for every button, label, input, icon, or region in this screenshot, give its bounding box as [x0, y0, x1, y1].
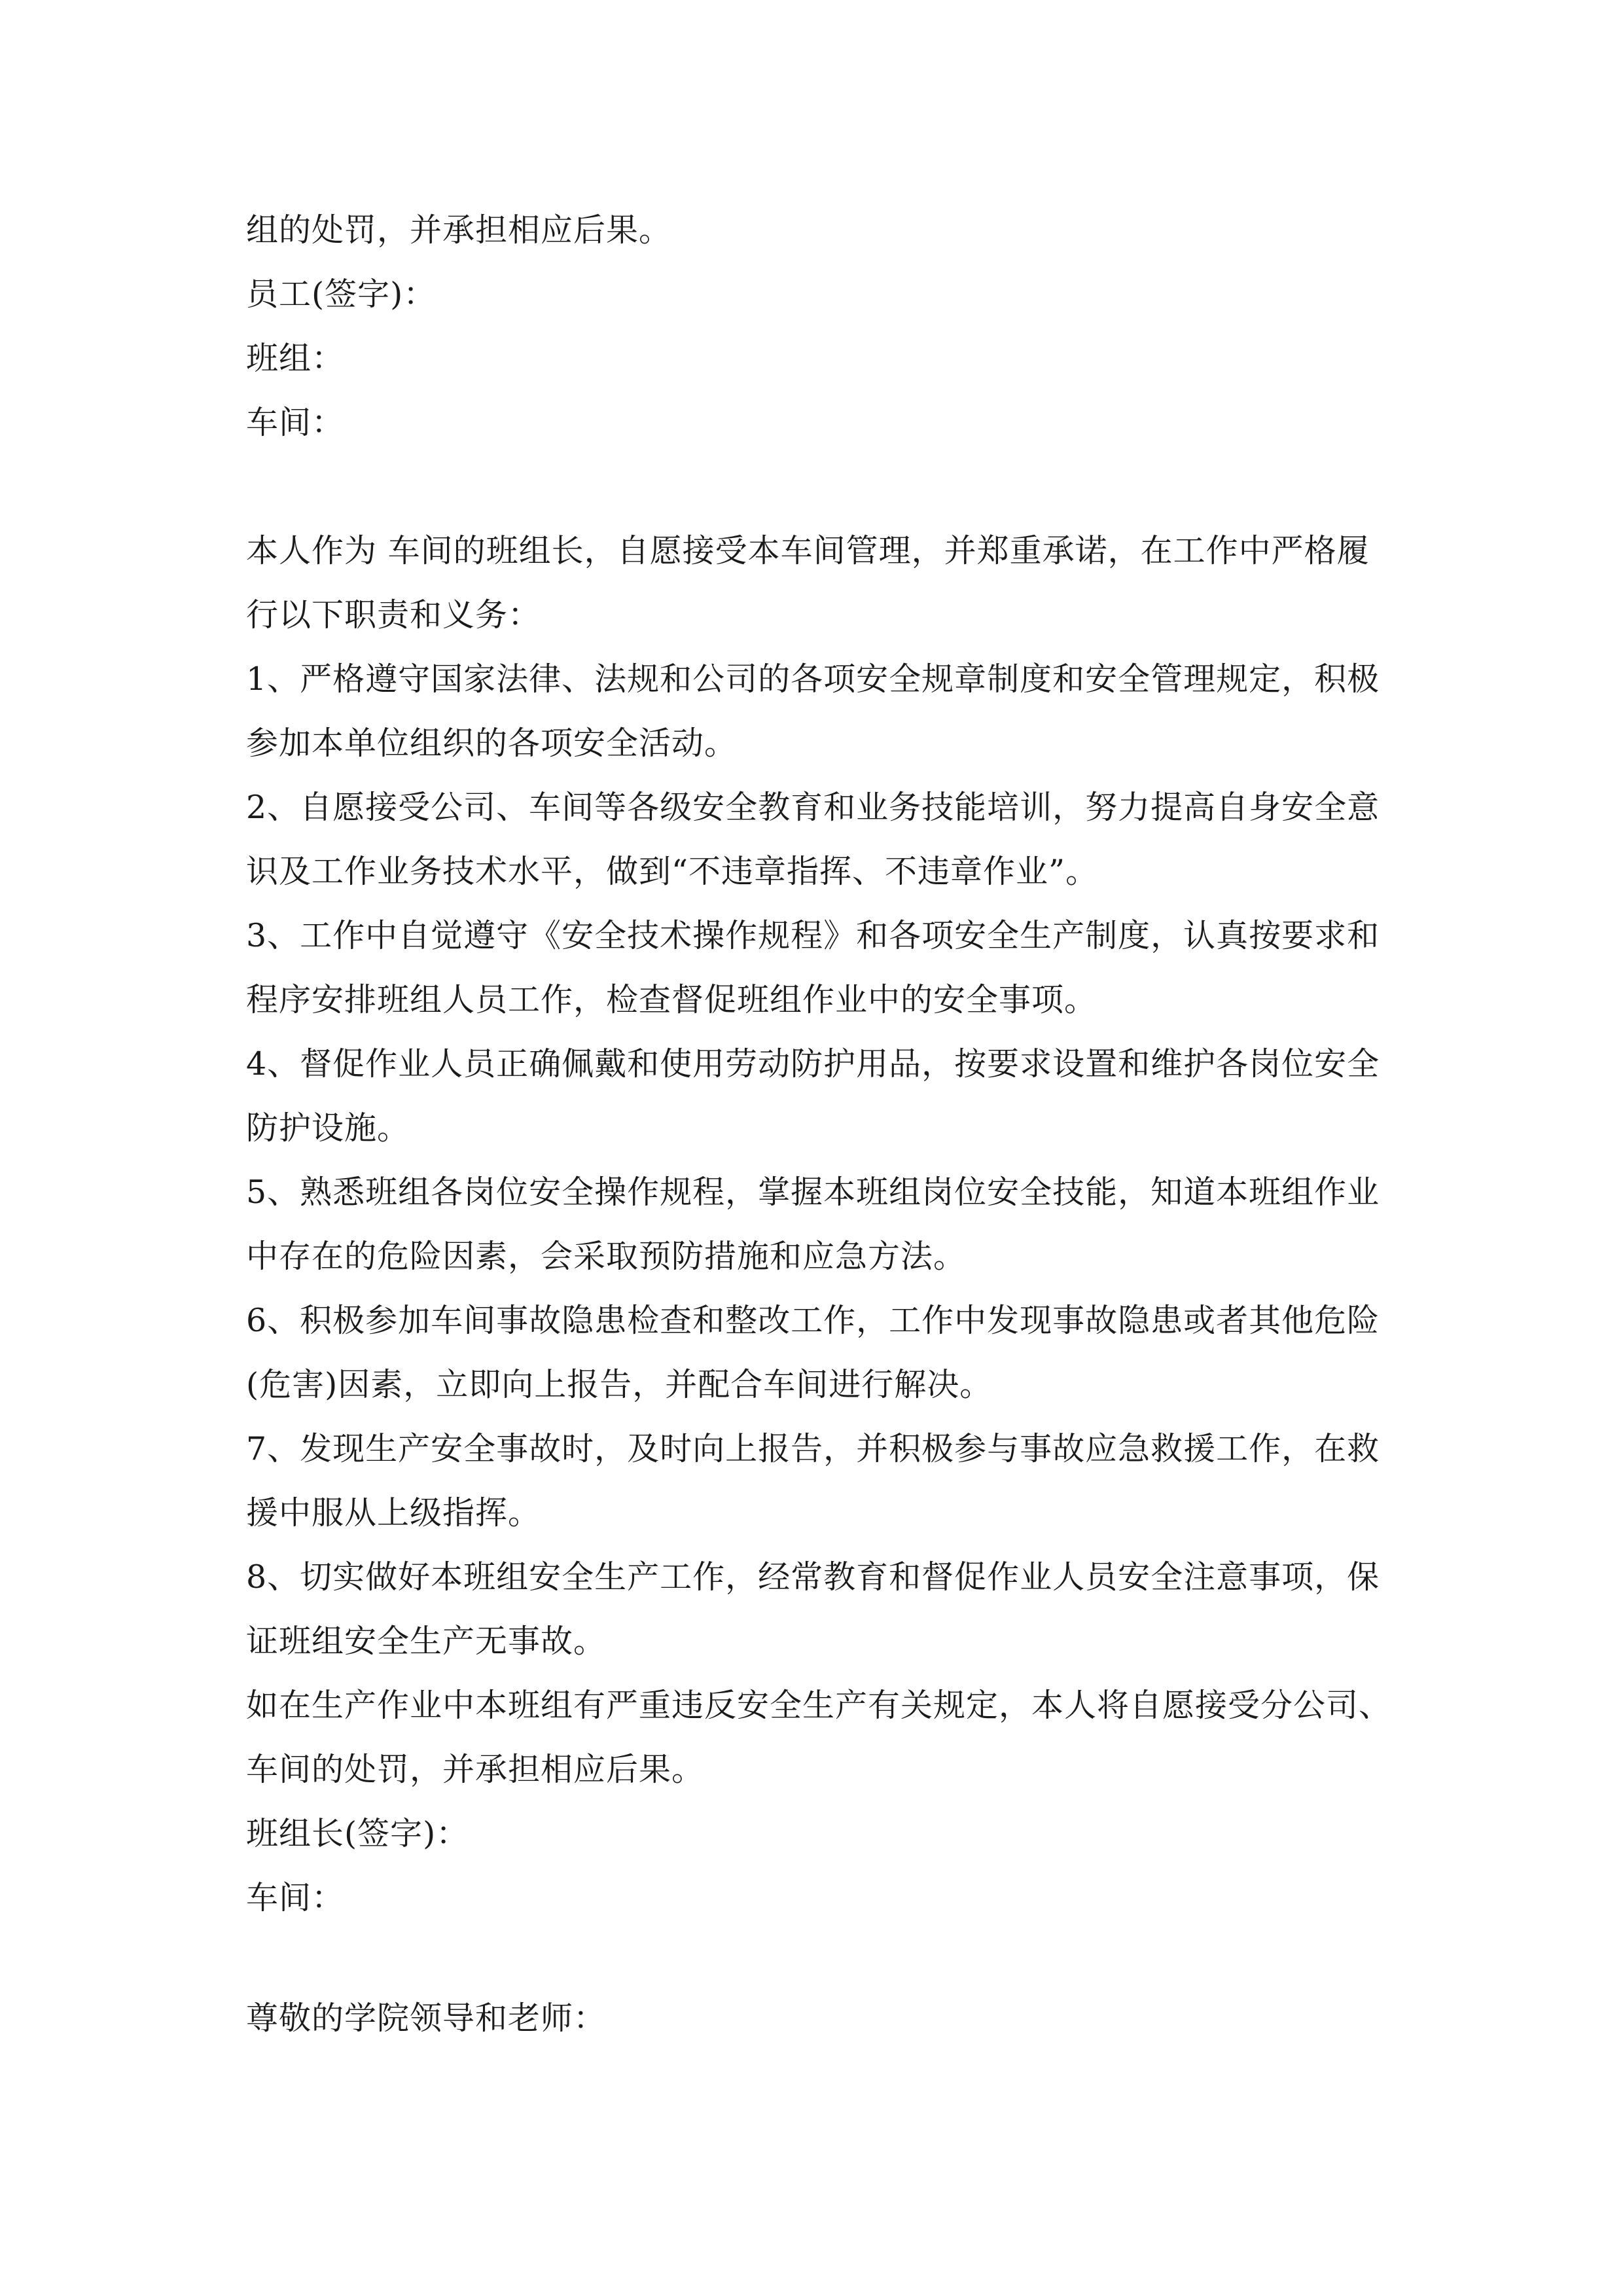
employee-signature-label: 员工(签字)： [246, 276, 437, 313]
duty-item-line: 2、自愿接受公司、车间等各级安全教育和业务技能培训，努力提高自身安全意 [246, 789, 1380, 826]
workshop-label: 车间： [246, 1879, 345, 1916]
duty-item-4 [246, 1032, 1398, 1160]
duty-item-line: 5、熟悉班组各岗位安全操作规程，掌握本班组岗位安全技能，知道本班组作业 [246, 1174, 1380, 1211]
duty-item-line: 7、发现生产安全事故时，及时向上报告，并积极参与事故应急救援工作，在救 [246, 1430, 1380, 1467]
duty-item-3 [246, 904, 1398, 1032]
duty-item-8 [246, 1545, 1398, 1674]
duty-item-line: 1、严格遵守国家法律、法规和公司的各项安全规章制度和安全管理规定，积极 [246, 660, 1380, 698]
workshop-label: 车间： [246, 404, 345, 441]
duty-item-6 [246, 1289, 1398, 1417]
duty-item-line: 6、积极参加车间事故隐患检查和整改工作，工作中发现事故隐患或者其他危险 [246, 1302, 1380, 1339]
section-team-leader-pledge [246, 519, 1398, 1930]
duty-item-line: 参加本单位组织的各项安全活动。 [246, 725, 738, 762]
closing-line-1: 如在生产作业中本班组有严重违反安全生产有关规定，本人将自愿接受分公司、 [246, 1687, 1392, 1724]
section-previous-end [246, 198, 1398, 455]
duty-item-line: 8、切实做好本班组安全生产工作，经常教育和督促作业人员安全注意事项，保 [246, 1558, 1380, 1596]
duty-item-2 [246, 776, 1398, 904]
salutation: 尊敬的学院领导和老师： [246, 2000, 607, 2037]
team-label: 班组： [246, 340, 345, 377]
duty-item-line: 防护设施。 [246, 1109, 410, 1147]
duty-item-1 [246, 647, 1398, 776]
leader-signature-label: 班组长(签字)： [246, 1815, 469, 1852]
intro-line-1: 本人作为 车间的班组长，自愿接受本车间管理，并郑重承诺，在工作中严格履 [246, 532, 1370, 569]
section-next-start [246, 1986, 1398, 2051]
continuation-text: 组的处罚，并承担相应后果。 [246, 211, 672, 249]
duty-item-line: 3、工作中自觉遵守《安全技术操作规程》和各项安全生产制度，认真按要求和 [246, 917, 1380, 954]
duty-item-line: 证班组安全生产无事故。 [246, 1623, 607, 1660]
duty-item-line: 援中服从上级指挥。 [246, 1494, 541, 1532]
duty-item-line: 识及工作业务技术水平，做到“不违章指挥、不违章作业”。 [246, 853, 1099, 890]
closing-line-2: 车间的处罚，并承担相应后果。 [246, 1751, 705, 1788]
intro-line-2: 行以下职责和义务： [246, 596, 541, 634]
duty-item-line: (危害)因素，立即向上报告，并配合车间进行解决。 [246, 1366, 993, 1403]
duty-item-7 [246, 1417, 1398, 1545]
duty-item-line: 程序安排班组人员工作，检查督促班组作业中的安全事项。 [246, 981, 1097, 1018]
duty-item-line: 中存在的危险因素，会采取预防措施和应急方法。 [246, 1238, 967, 1275]
duty-item-5 [246, 1160, 1398, 1289]
duty-item-line: 4、督促作业人员正确佩戴和使用劳动防护用品，按要求设置和维护各岗位安全 [246, 1045, 1380, 1083]
